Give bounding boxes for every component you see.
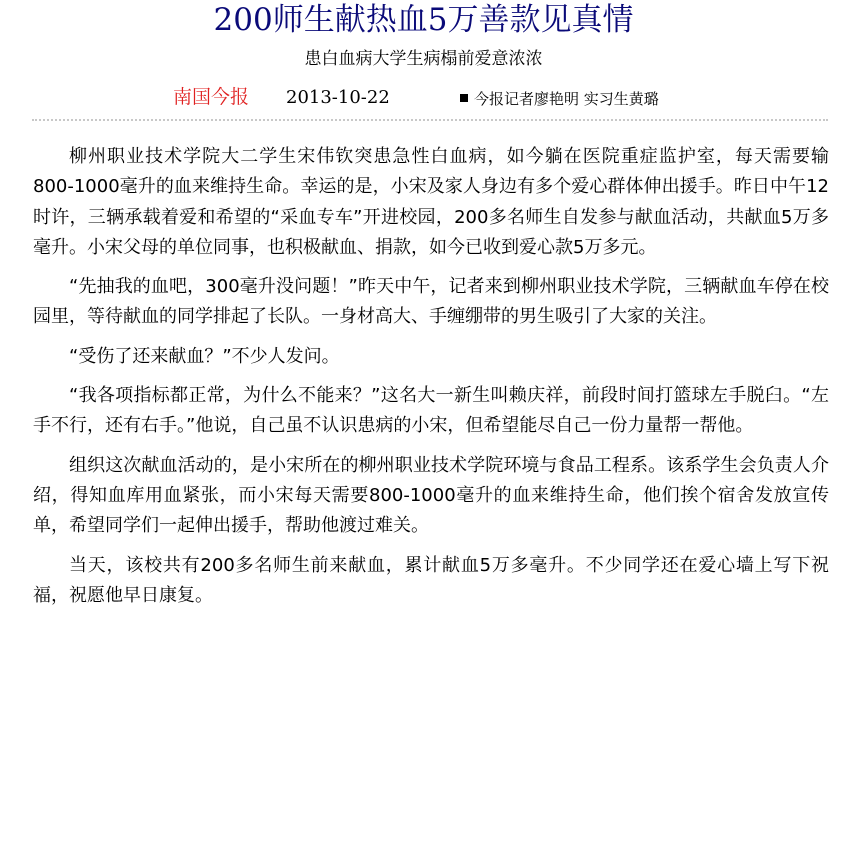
article-paragraph: 柳州职业技术学院大二学生宋伟钦突患急性白血病，如今躺在医院重症监护室，每天需要输800-1000毫升的血来维持生命。幸运的是，小宋及家人身边有多个爱心群体伸出援手。昨日中午12时许，三辆承载着爱和希望的“采血专车”开进校园，200多名师生自发参与献血活动，共献血5万多毫升。小宋父母的单位同事，也积极献血、捐款，如今已收到爱心款5万多元。 — [33, 146, 829, 258]
article-paragraph: “受伤了还来献血？”不少人发问。 — [69, 345, 340, 367]
article-subtitle: 患白血病大学生病榻前爱意浓浓 — [304, 49, 543, 69]
article-paragraph: “我各项指标都正常，为什么不能来？”这名大一新生叫赖庆祥，前段时间打篮球左手脱臼。“左手不行，还有右手。”他说，自己虽不认识患病的小宋，但希望能尽自己一份力量帮一帮他。 — [33, 385, 829, 437]
article-title: 200师生献热血5万善款见真情 — [213, 2, 634, 38]
article-body — [33, 142, 829, 620]
article-meta — [0, 84, 847, 112]
publish-date: 2013-10-22 — [286, 87, 390, 108]
article-paragraph: “先抽我的血吧，300毫升没问题！”昨天中午，记者来到柳州职业技术学院，三辆献血车停在校园里，等待献血的同学排起了长队。一身材高大、手缠绷带的男生吸引了大家的关注。 — [33, 276, 829, 328]
article-paragraph: 当天，该校共有200多名师生前来献血，累计献血5万多毫升。不少同学还在爱心墙上写下祝福，祝愿他早日康复。 — [33, 554, 829, 606]
article-paragraph: 组织这次献血活动的，是小宋所在的柳州职业技术学院环境与食品工程系。该系学生会负责人介绍，得知血库用血紧张，而小宋每天需要800-1000毫升的血来维持生命，他们挨个宿舍发放宣传单，希望同学们一起伸出援手，帮助他渡过难关。 — [33, 454, 829, 537]
byline: 今报记者廖艳明 实习生黄璐 — [474, 90, 659, 108]
dotted-divider — [32, 119, 828, 121]
black-square-icon — [460, 94, 468, 102]
news-source: 南国今报 — [173, 86, 250, 108]
